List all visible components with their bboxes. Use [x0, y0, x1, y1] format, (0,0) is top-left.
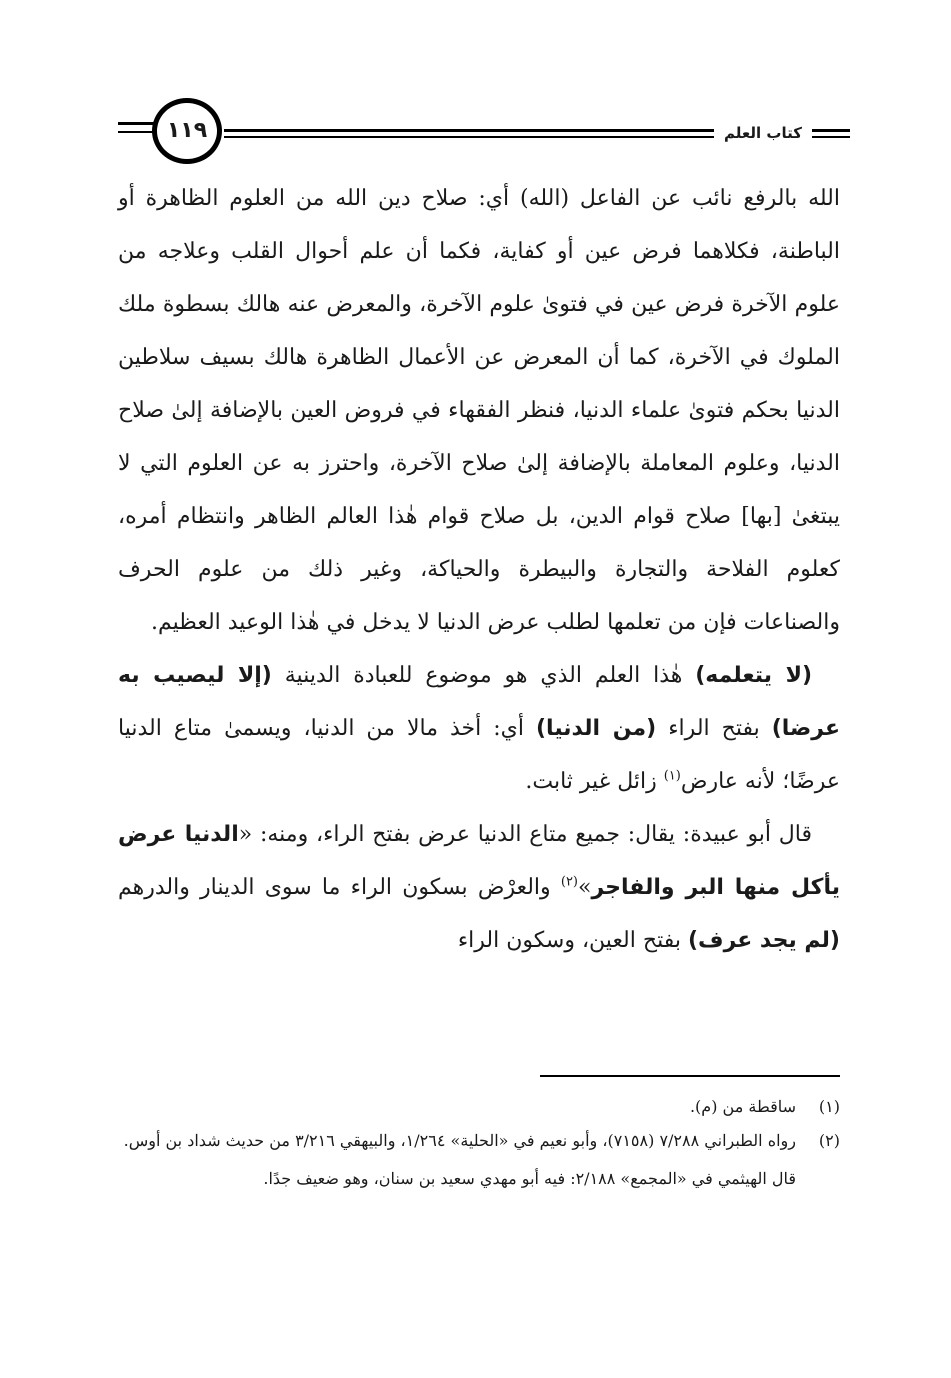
- hadith-quote: الدنيا عرض يأكل منها البر والفاجر: [118, 822, 840, 900]
- footnote-number: (١): [818, 1097, 840, 1116]
- page-number: ١١٩: [166, 118, 208, 143]
- paragraph-2: [118, 649, 840, 808]
- header-rule-middle: [224, 129, 714, 132]
- header-rule-right: [812, 129, 850, 132]
- footnote-2-continuation: قال الهيثمي في «المجمع» ٢/١٨٨: فيه أبو مهدي سعيد بن سنان، وهو ضعيف جدًا.: [263, 1169, 796, 1188]
- bold-phrase: (إلا ليصيب به عرضا): [118, 663, 841, 741]
- footnote-1: [118, 1090, 840, 1124]
- footnote-text: ساقطة من (م).: [689, 1097, 796, 1116]
- page-number-badge: [152, 98, 222, 164]
- header-rule-right-thin: [812, 136, 850, 138]
- bold-phrase: (من الدنيا): [536, 716, 657, 741]
- footnote-text: رواه الطبراني ٧/٢٨٨ (٧١٥٨)، وأبو نعيم في «الحلية» ١/٢٦٤، والبيهقي ٣/٢١٦ من حديث شداد بن أوس.: [123, 1131, 796, 1150]
- footnote-2: [118, 1124, 840, 1158]
- main-text: [118, 172, 840, 967]
- bold-phrase: (لا يتعلمه): [695, 663, 813, 688]
- paragraph-3: [118, 808, 840, 967]
- text-run: هٰذا العلم الذي هو موضوع للعبادة الدينية: [271, 663, 696, 688]
- footnote-ref: (٢): [560, 874, 578, 890]
- bold-phrase: (لم يجد عرف): [687, 928, 840, 953]
- text-run: أي: أخذ مالا من الدنيا، ويسمىٰ متاع الدنيا عرضًا؛ لأنه عارض: [118, 716, 840, 794]
- footnotes: [118, 1090, 840, 1196]
- text-run: »: [578, 875, 592, 900]
- footnote-number: (٢): [818, 1131, 840, 1150]
- page-header: [112, 98, 852, 168]
- text-run: زائل غير ثابت.: [525, 769, 664, 794]
- text-run: بفتح العين، وسكون الراء: [457, 928, 688, 953]
- paragraph-1: الله بالرفع نائب عن الفاعل (الله) أي: صلاح دين الله من العلوم الظاهرة أو الباطنة، فكلاهما فرض عين أو كفاية، فكما أن علم أحوال القلب وعلاجه من علوم الآخرة فرض عين في فتوىٰ علوم الآخرة، والمعرض عنه هالك بسطوة ملك الملوك في الآخرة، كما أن المعرض عن الأعمال الظاهرة هالك بسيف سلاطين الدنيا بحكم فتوىٰ علماء الدنيا، فنظر الفقهاء في فروض العين بالإضافة إلىٰ صلاح الدنيا، وعلوم المعاملة بالإضافة إلىٰ صلاح الآخرة، واحترز به عن العلوم التي لا يبتغىٰ [بها] صلاح قوام الدين، بل صلاح قوام هٰذا العالم الظاهر وانتظام أمره، كعلوم الفلاحة والتجارة والبيطرة والحياكة، وغير ذلك من علوم الحرف والصناعات فإن من تعلمها لطلب عرض الدنيا لا يدخل في هٰذا الوعيد العظيم.: [118, 186, 840, 635]
- text-run: قال أبو عبيدة: يقال: جميع متاع الدنيا عرض بفتح الراء، ومنه: «: [238, 822, 812, 847]
- footnote-ref: (١): [663, 768, 681, 784]
- text-run: بفتح الراء: [656, 716, 772, 741]
- footnote-separator: [540, 1075, 840, 1077]
- text-run: والعرْض بسكون الراء ما سوى الدينار والدرهم: [118, 875, 561, 900]
- running-title: كتاب العلم: [724, 124, 802, 142]
- header-rule-middle-thin: [224, 136, 714, 138]
